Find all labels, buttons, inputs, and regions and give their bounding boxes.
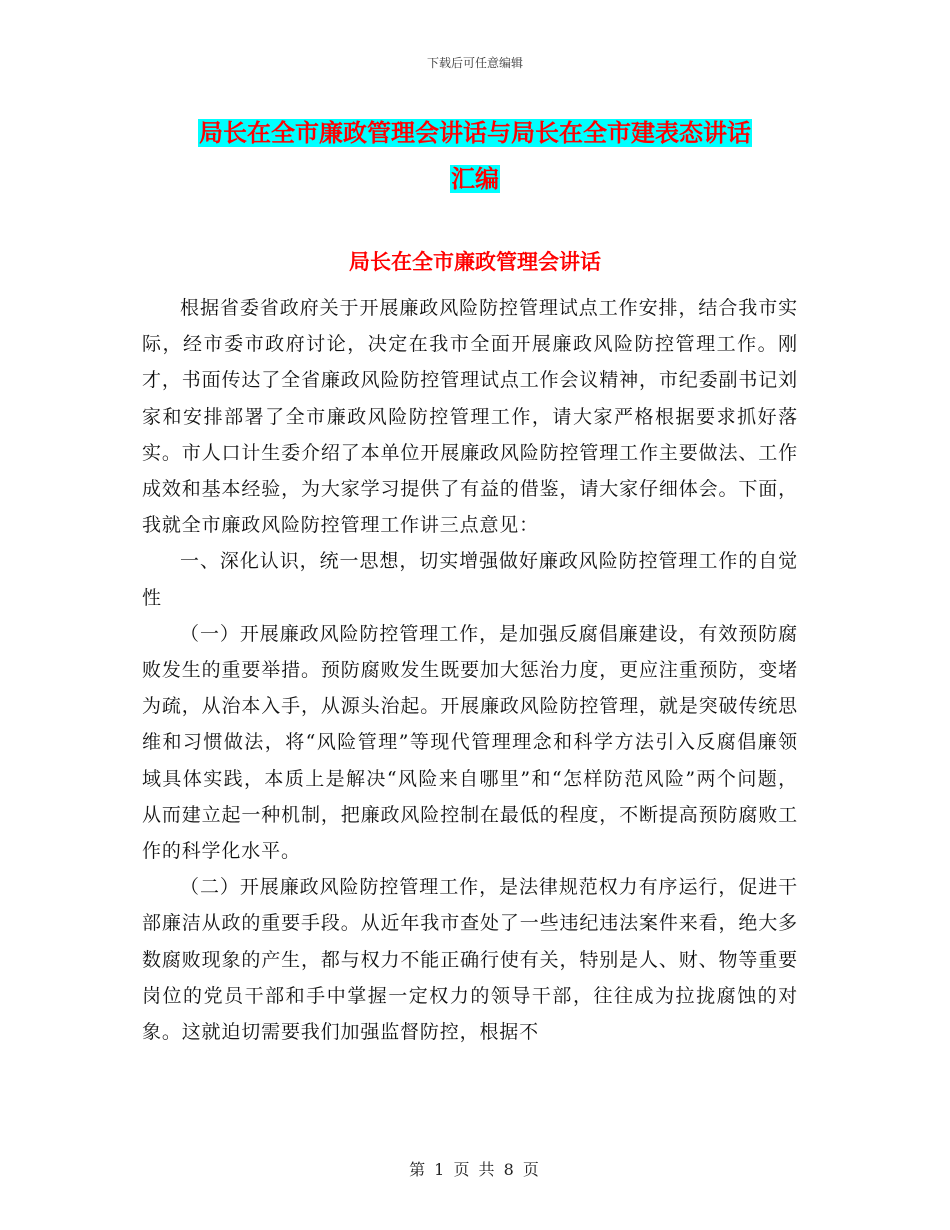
document-title: [140, 110, 810, 202]
body-paragraph-3: （一）开展廉政风险防控管理工作，是加强反腐倡廉建设，有效预防腐败发生的重要举措。预防腐败发生既要加大惩治力度，更应注重预防，变堵为疏，从治本入手，从源头治起。开展廉政风险防控管理，就是突破传统思维和习惯做法，将“风险管理”等现代管理理念和科学方法引入反腐倡廉领域具体实践，本质上是解决“风险来自哪里”和“怎样防范风险”两个问题，从而建立起一种机制，把廉政风险控制在最低的程度，不断提高预防腐败工作的科学化水平。: [142, 622, 798, 863]
page-footer: 第 1 页 共 8 页: [409, 1160, 541, 1179]
body-paragraph-2: 一、深化认识，统一思想，切实增强做好廉政风险防控管理工作的自觉性: [142, 550, 798, 609]
page-header-note: 下载后可任意编辑: [426, 56, 523, 70]
document-title-line-1: 局长在全市廉政管理会讲话与局长在全市建表态讲话: [199, 119, 751, 147]
body-paragraph-1: 根据省委省政府关于开展廉政风险防控管理试点工作安排，结合我市实际，经市委市政府讨论，决定在我市全面开展廉政风险防控管理工作。刚才，书面传达了全省廉政风险防控管理试点工作会议精神，市纪委副书记刘家和安排部署了全市廉政风险防控管理工作，请大家严格根据要求抓好落实。市人口计生委介绍了本单位开展廉政风险防控管理工作主要做法、工作成效和基本经验，为大家学习提供了有益的借鉴，请大家仔细体会。下面，我就全市廉政风险防控管理工作讲三点意见：: [142, 297, 798, 537]
section-title: 局长在全市廉政管理会讲话: [349, 250, 601, 274]
body-paragraph-4: （二）开展廉政风险防控管理工作，是法律规范权力有序运行，促进干部廉洁从政的重要手段。从近年我市查处了一些违纪违法案件来看，绝大多数腐败现象的产生，都与权力不能正确行使有关，特别是人、财、物等重要岗位的党员干部和手中掌握一定权力的领导干部，往往成为拉拢腐蚀的对象。这就迫切需要我们加强监督防控，根据不: [142, 876, 798, 1044]
document-title-line-2: 汇编: [451, 165, 499, 193]
document-body: [142, 290, 798, 1050]
